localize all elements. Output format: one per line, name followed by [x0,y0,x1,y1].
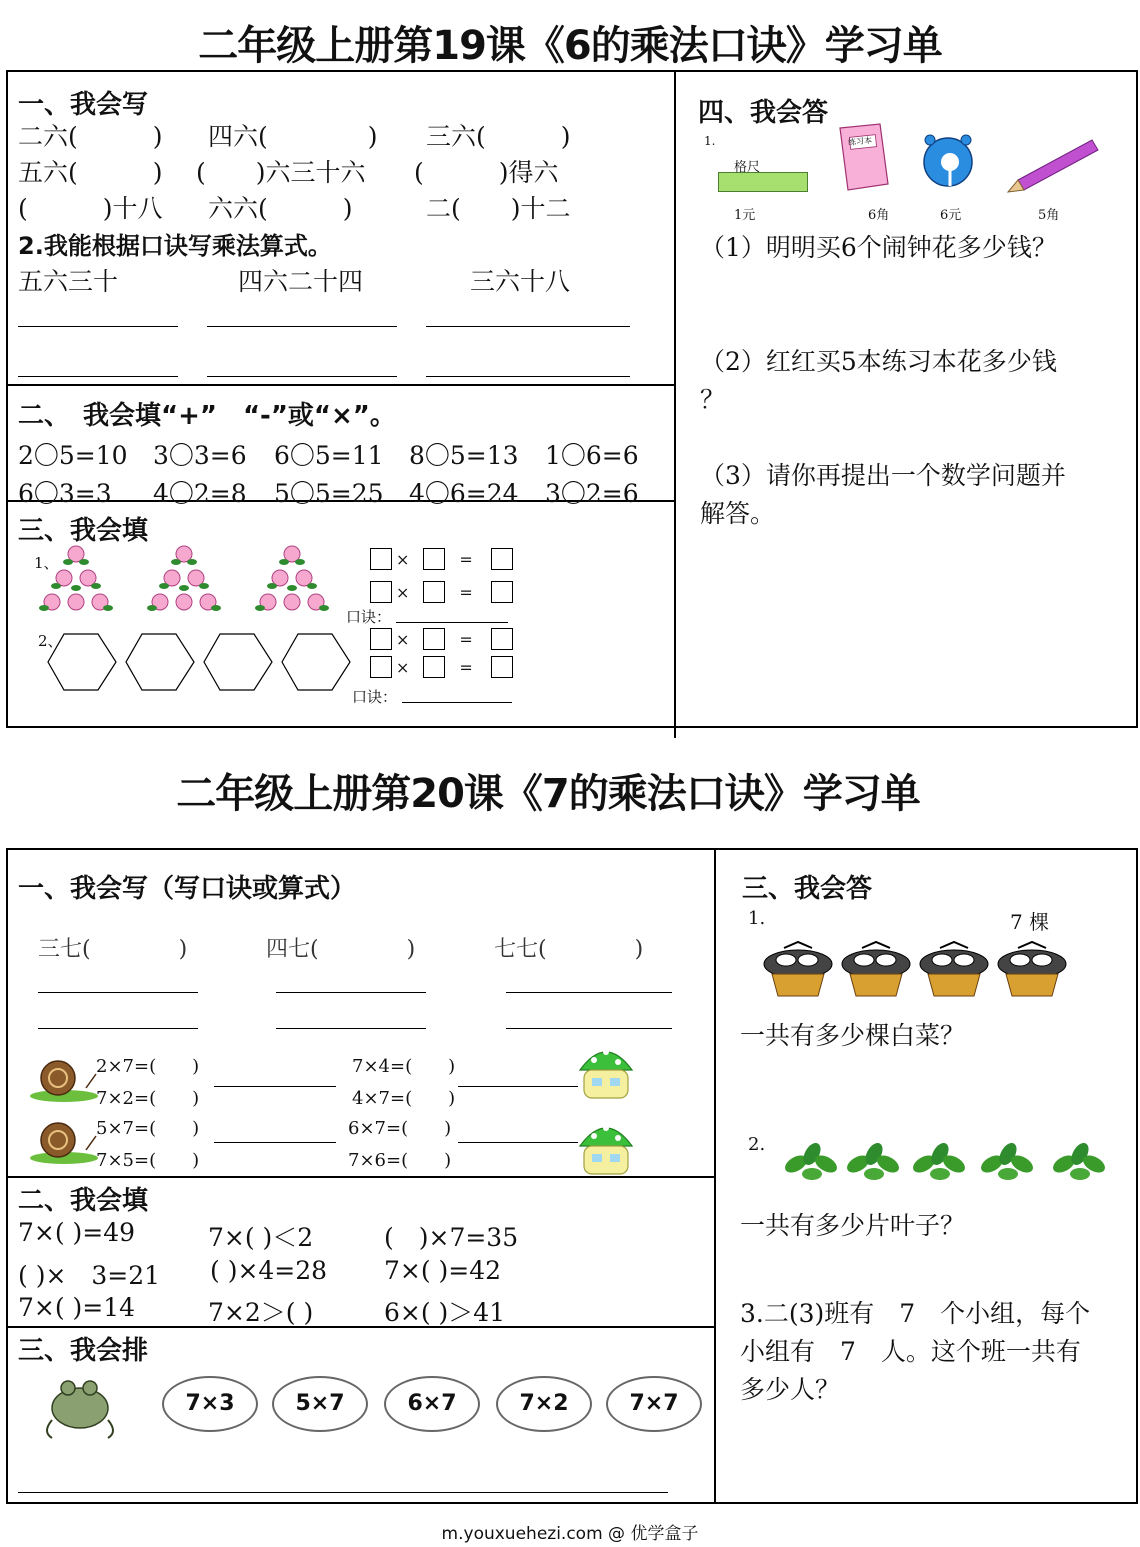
s1-item: ( )十八 [18,194,163,223]
alarm-clock-icon [920,132,976,190]
s22-eq[interactable]: 7×( )=14 [18,1293,136,1322]
answer-line[interactable] [458,1086,578,1087]
s1-item: ( )得六 [414,158,559,187]
s24-question-1: 一共有多少棵白菜？ [740,1021,966,1050]
mushroom-house-icon [576,1040,636,1102]
s3-heading: 三、我会填 [18,516,149,546]
footer-watermark: m.youxuehezi.com @ 优学盒子 [441,1524,699,1544]
s4-question-2: （2）红红买5本练习本花多少钱 [700,347,1057,376]
s3-eq-row: × = [370,581,513,603]
notebook-icon [836,122,892,194]
answer-line[interactable] [426,326,630,327]
s3-number-2: 2、 [38,632,63,650]
s21-pair[interactable]: 2×7=( ) [96,1056,200,1077]
s1-item: 二( )十二 [426,194,571,223]
s2-eq[interactable]: 4〇6=24 [409,479,519,508]
s22-eq[interactable]: 7×( )=49 [18,1218,136,1247]
s3-eq-row: × = [370,656,513,678]
s2-heading: 二、 我会填“+” “-”或“×”。 [18,401,396,431]
answer-line[interactable] [18,326,178,327]
koujue-label: 口诀： [352,688,398,706]
snail-icon [24,1056,100,1104]
s21-pair[interactable]: 4×7=( ) [352,1088,456,1109]
s4-question-2-cont: ？ [700,385,726,414]
s2-eq[interactable]: 2〇5=10 [18,441,128,470]
s24-heading: 三、我会答 [742,874,873,904]
answer-box[interactable] [491,548,513,570]
peach-groups-image [38,542,358,616]
s1-rhyme: 三六十八 [470,267,571,296]
price-label: 5角 [1038,208,1060,223]
answer-box[interactable] [370,656,392,678]
s4-question-3: （3）请你再提出一个数学问题并 [700,461,1066,490]
leaf-card[interactable]: 7×3 [162,1376,258,1432]
cabbage-baskets-image [760,940,1080,1000]
answer-box[interactable] [370,628,392,650]
s4-question-3-cont: 解答。 [700,499,776,528]
s21-pair[interactable]: 7×4=( ) [352,1056,456,1077]
sheet1-divider [674,70,676,738]
s2-eq[interactable]: 4〇2=8 [153,479,247,508]
answer-line[interactable] [402,702,512,703]
answer-box[interactable] [491,628,513,650]
answer-box[interactable] [491,581,513,603]
s22-eq[interactable]: ( )×4=28 [210,1256,328,1285]
s2-eq[interactable]: 5〇5=25 [274,479,384,508]
s2-eq[interactable]: 8〇5=13 [409,441,519,470]
answer-box[interactable] [423,656,445,678]
answer-line[interactable] [207,376,397,377]
s1-heading: 一、我会写 [18,90,149,120]
s1-item: ( )六三十六 [196,158,366,187]
notebook-label: 练习本 [847,135,873,148]
s1-item: 六六( ) [208,194,353,223]
s21-pair[interactable]: 7×5=( ) [96,1150,200,1171]
leaf-card[interactable]: 5×7 [272,1376,368,1432]
s2-eq[interactable]: 6〇5=11 [274,441,384,470]
answer-line[interactable] [276,1028,426,1029]
s2-eq[interactable]: 6〇3=3 [18,479,112,508]
answer-line[interactable] [506,992,672,993]
s1-item: 四六( ) [208,122,378,151]
s2-eq[interactable]: 3〇3=6 [153,441,247,470]
s22-eq[interactable]: ( )× 3=21 [18,1261,161,1290]
s3-eq-row: × = [370,548,513,570]
s24-question-3-line: 小组有 7 人。这个班一共有 [740,1337,1081,1366]
answer-box[interactable] [370,548,392,570]
s1-subheading: 2.我能根据口诀写乘法算式。 [18,232,332,260]
pencil-icon [1004,136,1100,196]
price-label: 1元 [734,208,756,223]
ruler-label: 格尺 [734,160,761,175]
answer-line[interactable] [458,1142,578,1143]
sheet2-title: 二年级上册第20课《7的乘法口诀》学习单 [176,771,920,817]
leaf-card[interactable]: 7×2 [496,1376,592,1432]
snail-icon [24,1118,100,1166]
answer-line[interactable] [18,1492,668,1493]
answer-line[interactable] [396,622,508,623]
price-label: 6角 [868,208,890,223]
answer-line[interactable] [276,992,426,993]
s4-heading: 四、我会答 [698,98,829,128]
leaf-card[interactable]: 7×7 [606,1376,702,1432]
s21-pair[interactable]: 6×7=( ) [348,1118,452,1139]
answer-box[interactable] [491,656,513,678]
s23-heading: 三、我会排 [18,1336,149,1366]
s1-rhyme: 五六三十 [18,267,119,296]
s22-eq[interactable]: 6×( )＞41 [384,1298,506,1327]
s24-question-2: 一共有多少片叶子？ [740,1211,966,1240]
answer-box[interactable] [370,581,392,603]
s24-number-1: 1. [748,908,766,929]
answer-line[interactable] [506,1028,672,1029]
s1-item: 二六( ) [18,122,163,151]
s22-eq[interactable]: 7×( )＜2 [208,1223,314,1252]
answer-line[interactable] [214,1142,336,1143]
s1-item: 五六( ) [18,158,163,187]
answer-box[interactable] [423,548,445,570]
answer-line[interactable] [426,376,630,377]
s22-heading: 二、我会填 [18,1186,149,1216]
s3-eq-row: × = [370,628,513,650]
sheet2-divider [714,848,716,1504]
s21-pair[interactable]: 7×6=( ) [348,1150,452,1171]
leaf-card[interactable]: 6×7 [384,1376,480,1432]
sheet1-sep1 [6,384,674,386]
answer-line[interactable] [18,376,178,377]
s4-number: 1. [704,134,716,148]
sheet1-title: 二年级上册第19课《6的乘法口诀》学习单 [198,23,942,69]
price-label: 6元 [940,208,962,223]
frog-icon [38,1370,120,1442]
s3-number-1: 1、 [34,554,59,572]
s24-count-label: 7 棵 [1010,910,1050,934]
s24-question-3-line: 3.二(3)班有 7 个小组，每个 [740,1299,1091,1328]
koujue-label: 口诀： [346,608,392,626]
answer-line[interactable] [207,326,397,327]
s1-item: 三六( ) [426,122,571,151]
answer-box[interactable] [423,628,445,650]
s21-heading: 一、我会写（写口诀或算式） [18,874,357,904]
s1-rhyme: 四六二十四 [238,267,364,296]
answer-line[interactable] [38,992,198,993]
mushroom-house-icon [576,1116,636,1178]
s21-pair[interactable]: 5×7=( ) [96,1118,200,1139]
answer-line[interactable] [38,1028,198,1029]
s21-item: 七七( ) [494,937,644,962]
s24-number-2: 2. [748,1134,766,1155]
sheet2-sep2 [6,1326,714,1328]
s22-eq[interactable]: ( )×7=35 [384,1223,519,1252]
s22-eq[interactable]: 7×2＞( ) [208,1298,314,1327]
s4-question-1: （1）明明买6个闹钟花多少钱？ [700,233,1057,262]
s22-eq[interactable]: 7×( )=42 [384,1256,502,1285]
ruler-image [718,172,808,192]
s2-eq[interactable]: 3〇2=6 [545,479,639,508]
s21-pair[interactable]: 7×2=( ) [96,1088,200,1109]
hexagons-image [46,632,356,692]
s21-item: 四七( ) [266,937,416,962]
s24-question-3-line: 多少人？ [740,1375,841,1404]
s2-eq[interactable]: 1〇6=6 [545,441,639,470]
answer-box[interactable] [423,581,445,603]
s21-item: 三七( ) [38,937,188,962]
leaves-image [782,1136,1112,1186]
answer-line[interactable] [214,1086,336,1087]
